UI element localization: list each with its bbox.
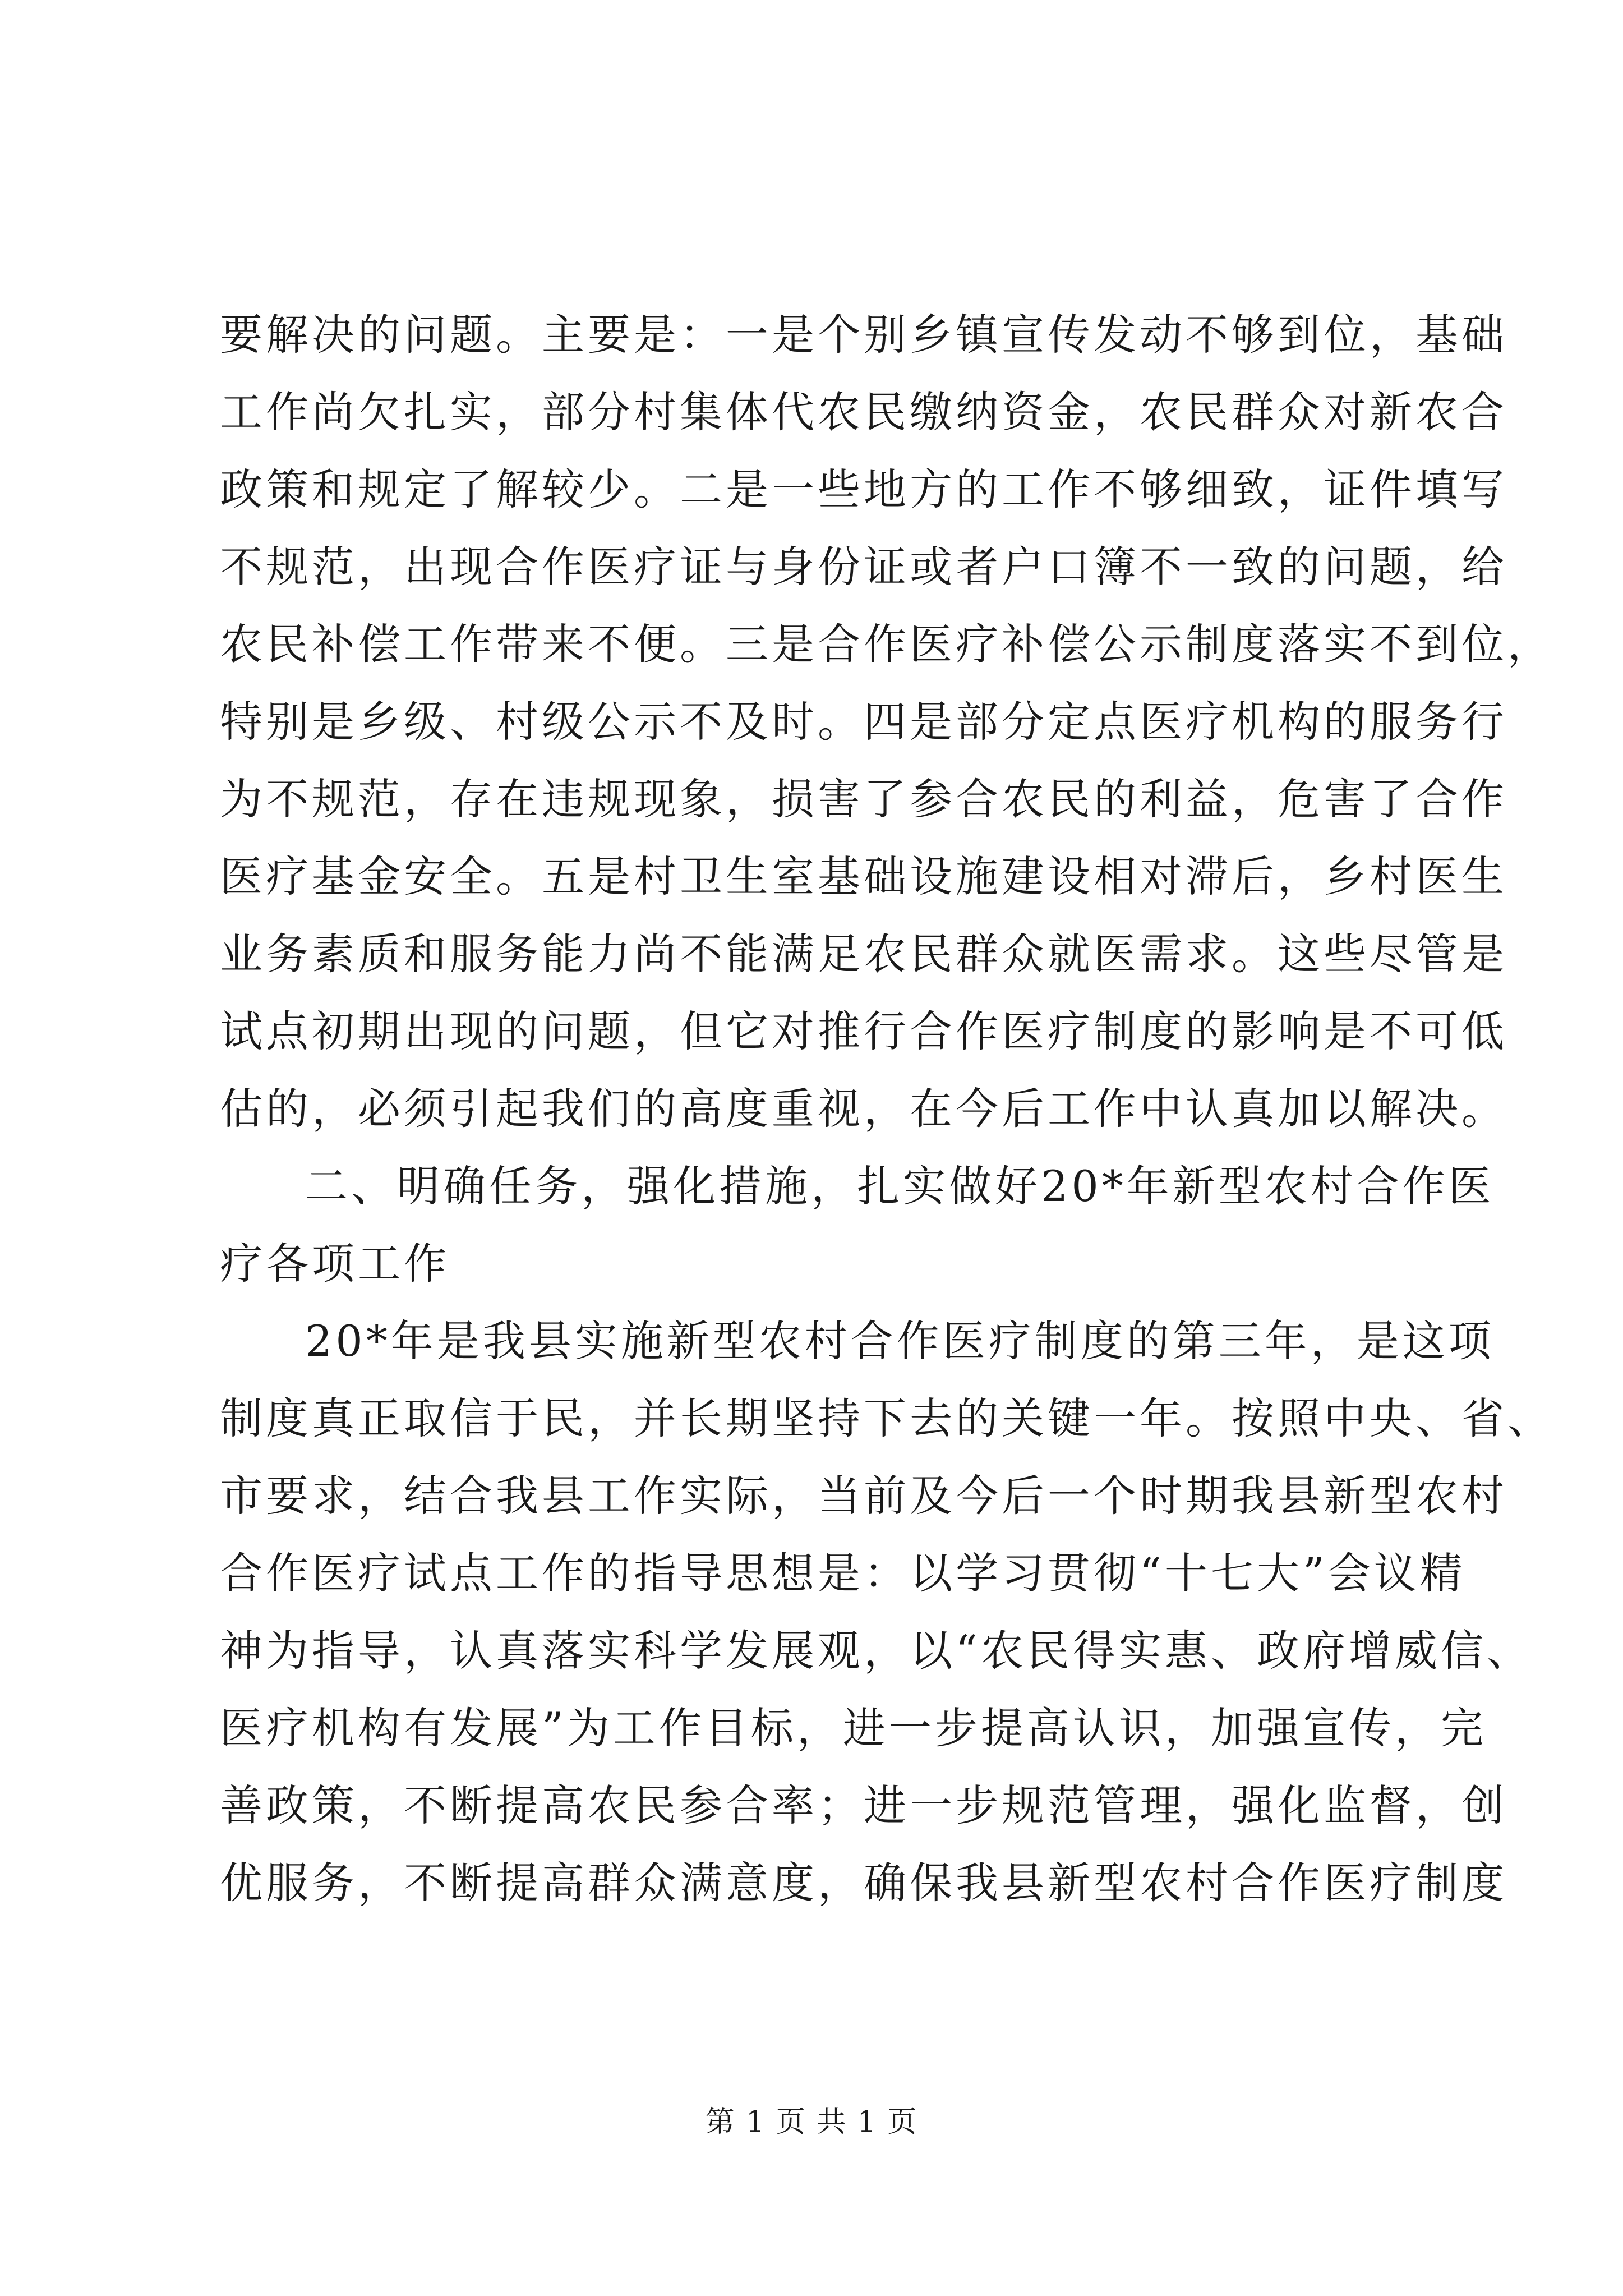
text-line: 农民补偿工作带来不便。三是合作医疗补偿公示制度落实不到位， [220,619,1553,669]
text-line: 要解决的问题。主要是：一是个别乡镇宣传发动不够到位，基础 [220,310,1507,360]
paragraph-first-line: 20*年是我县实施新型农村合作医疗制度的第三年，是这项 [305,1316,1495,1366]
text-line: 医疗机构有发展”为工作目标，进一步提高认识，加强宣传，完 [220,1703,1487,1753]
body-text [220,296,1553,1922]
text-line: 试点初期出现的问题，但它对推行合作医疗制度的影响是不可低 [220,1006,1507,1056]
text-line: 为不规范，存在违规现象，损害了参合农民的利益，危害了合作 [220,774,1507,824]
page-footer: 第 1 页 共 1 页 [705,2105,918,2139]
text-line: 业务素质和服务能力尚不能满足农民群众就医需求。这些尽管是 [220,929,1507,979]
text-line: 制度真正取信于民，并长期坚持下去的关键一年。按照中央、省、 [220,1393,1553,1443]
text-line: 医疗基金安全。五是村卫生室基础设施建设相对滞后，乡村医生 [220,852,1507,901]
text-line: 神为指导，认真落实科学发展观，以“农民得实惠、政府增威信、 [220,1626,1533,1676]
text-line: 估的，必须引起我们的高度重视，在今后工作中认真加以解决。 [220,1084,1507,1134]
text-line: 优服务，不断提高群众满意度，确保我县新型农村合作医疗制度 [220,1858,1507,1908]
text-line: 特别是乡级、村级公示不及时。四是部分定点医疗机构的服务行 [220,697,1507,747]
section-heading-line: 疗各项工作 [220,1239,450,1289]
text-line: 合作医疗试点工作的指导思想是：以学习贯彻“十七大”会议精 [220,1548,1466,1598]
text-line: 市要求，结合我县工作实际，当前及今后一个时期我县新型农村 [220,1471,1507,1521]
section-heading-line: 二、明确任务，强化措施，扎实做好20*年新型农村合作医 [305,1161,1495,1211]
text-line: 善政策，不断提高农民参合率；进一步规范管理，强化监督，创 [220,1780,1507,1830]
text-line: 不规范，出现合作医疗证与身份证或者户口簿不一致的问题，给 [220,542,1507,592]
text-line: 政策和规定了解较少。二是一些地方的工作不够细致，证件填写 [220,464,1507,514]
text-line: 工作尚欠扎实，部分村集体代农民缴纳资金，农民群众对新农合 [220,387,1507,437]
